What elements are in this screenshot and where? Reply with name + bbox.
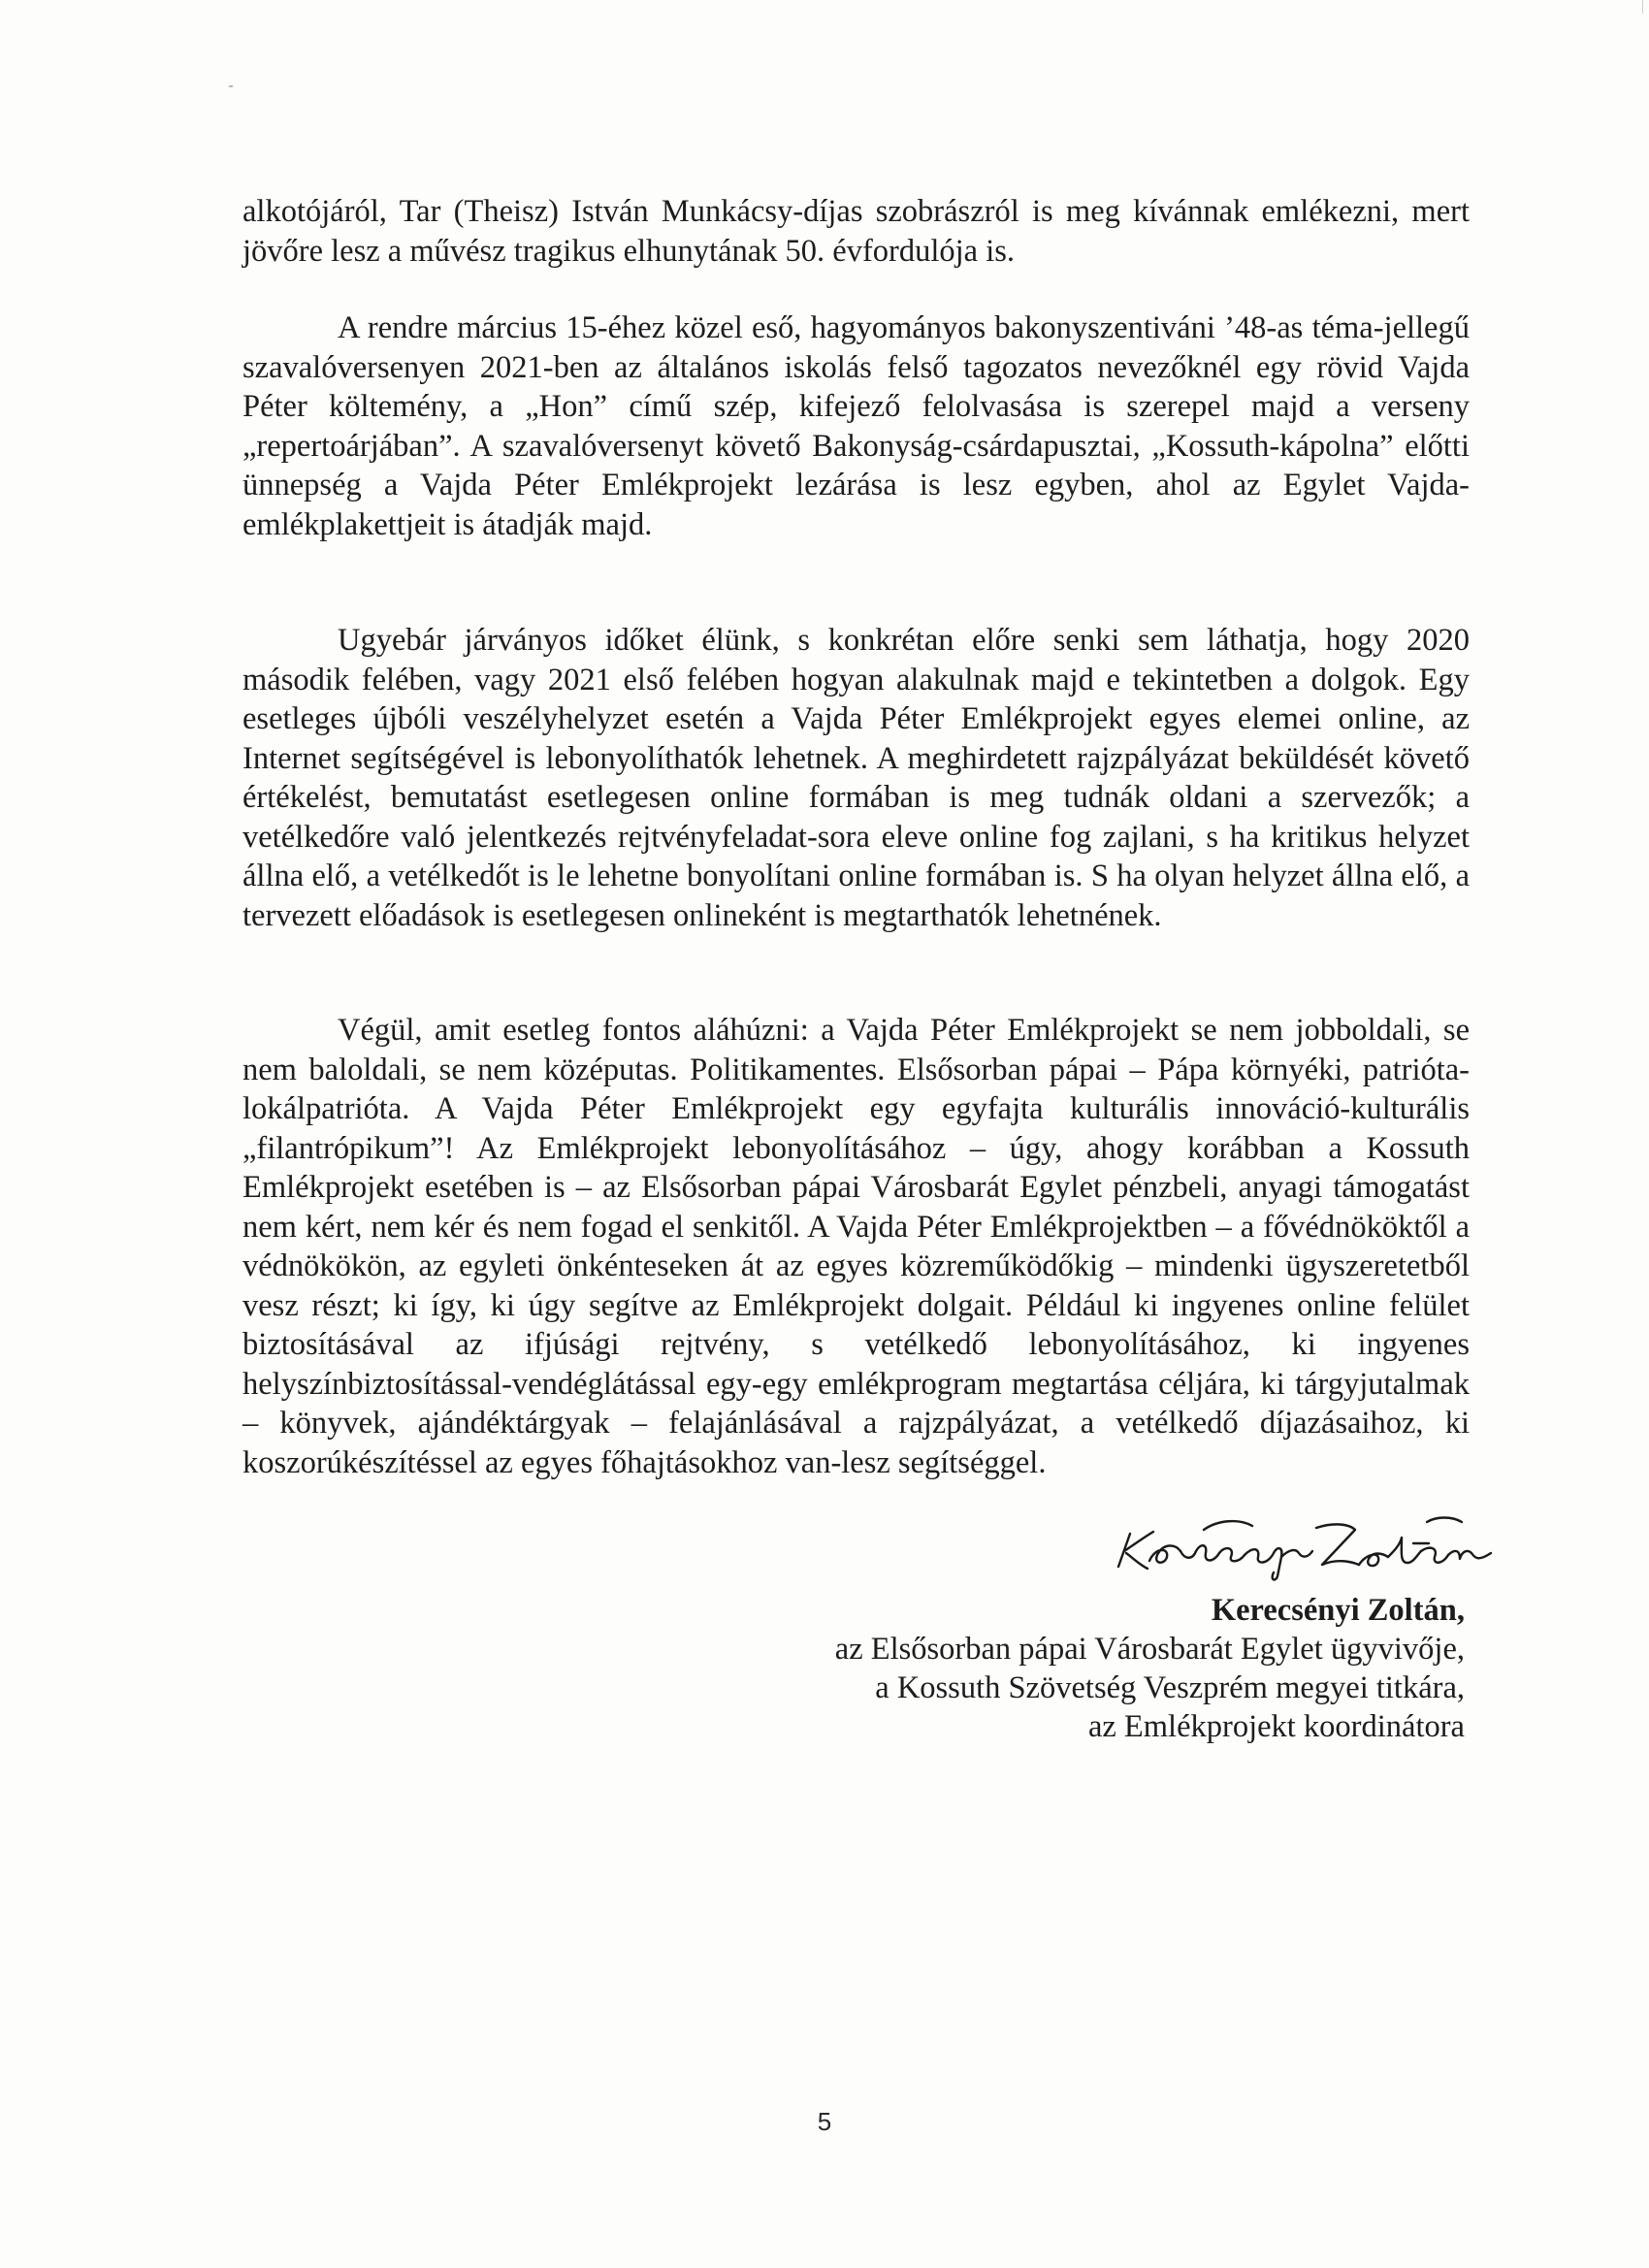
signatory-role: az Elsősorban pápai Városbarát Egylet ügyvivője, bbox=[834, 1632, 1465, 1667]
paragraph-text: Végül, amit esetleg fontos aláhúzni: a Vajda Péter Emlékprojekt se nem jobboldali, se nem baloldali, se nem középutas. Politikamentes. Elsősorban pápai – Pápa környéki, patrióta-lokálpatrióta. A Vajda Péter Emlékprojekt egy egyfajta kulturális innováció-kulturális „filantrópikum”! Az Emlékprojekt lebonyolításához – úgy, ahogy korábban a Kossuth Emlékprojekt esetében is – az Elsősorban pápai Városbarát Egylet pénzbeli, anyagi támogatást nem kért, nem kér és nem fogad el senkitől. A Vajda Péter Emlékprojektben – a fővédnököktől a védnökökön, az egyleti önkénteseken át az egyes közreműködőkig – mindenki ügyszeretetből vesz részt; ki így, ki úgy segítve az Emlékprojekt dolgait. Például ki ingyenes online felület biztosításával az ifjúsági rejtvény, s vetélkedő lebonyolításához, ki ingyenes helyszínbiztosítással-vendéglátással egy-egy emlékprogram megtartása céljára, ki tárgyjutalmak – könyvek, ajándéktárgyak – felajánlásával a rajzpályázat, a vetélkedő díjazásaihoz, ki koszorúkészítéssel az egyes főhajtásokhoz van-lesz segítséggel. bbox=[242, 1013, 1470, 1480]
paragraph-text: Ugyebár járványos időket élünk, s konkrétan előre senki sem láthatja, hogy 2020 második felében, vagy 2021 első felében hogyan alakulnak majd e tekintetben a dolgok. Egy esetleges újbóli veszélyhelyzet esetén a Vajda Péter Emlékprojekt egyes elemei online, az Internet segítségével is lebonyolíthatók lehetnek. A meghirdetett rajzpályázat beküldését követő értékelést, bemutatást esetlegesen online formában is meg tudnák oldani a szervezők; a vetélkedőre való jelentkezés rejtvényfeladat-sora eleve online fog zajlani, s ha kritikus helyzet állna elő, a vetélkedőt is le lehetne bonyolítani online formában is. S ha olyan helyzet állna elő, a tervezett előadások is esetlegesen onlineként is megtarthatók lehetnének. bbox=[242, 623, 1470, 933]
handwritten-signature bbox=[1111, 1508, 1576, 1586]
paragraph-text: alkotójáról, Tar (Theisz) István Munkácsy-díjas szobrászról is meg kívánnak emlékezni, mert jövőre lesz a művész tragikus elhunytának 50. évfordulója is. bbox=[242, 194, 1470, 269]
paragraph-recitation-contest bbox=[242, 308, 1470, 544]
signatory-name: Kerecsényi Zoltán, bbox=[1211, 1593, 1465, 1628]
signature-block bbox=[835, 1591, 1465, 1746]
paragraph-closing-remarks bbox=[242, 1011, 1470, 1482]
scan-edge-mark bbox=[1642, 0, 1649, 14]
signatory-role: a Kossuth Szövetség Veszprém megyei titkára, bbox=[875, 1670, 1465, 1705]
paragraph-continuation bbox=[242, 192, 1470, 271]
page-number: 5 bbox=[817, 2107, 832, 2136]
scan-speck bbox=[229, 85, 233, 87]
paragraph-pandemic-online bbox=[242, 621, 1470, 935]
paragraph-text: A rendre március 15-éhez közel eső, hagyományos bakonyszentiváni ’48-as téma-jellegű szavalóversenyen 2021-ben az általános iskolás felső tagozatos nevezőknél egy rövid Vajda Péter költemény, a „Hon” című szép, kifejező felolvasása is szerepel majd a verseny „repertoárjában”. A szavalóversenyt követő Bakonyság-csárdapusztai, „Kossuth-kápolna” előtti ünnepség a Vajda Péter Emlékprojekt lezárása is lesz egyben, ahol az Egylet Vajda-emlékplakettjeit is átadják majd. bbox=[242, 310, 1470, 542]
signatory-role: az Emlékprojekt koordinátora bbox=[1087, 1709, 1465, 1744]
